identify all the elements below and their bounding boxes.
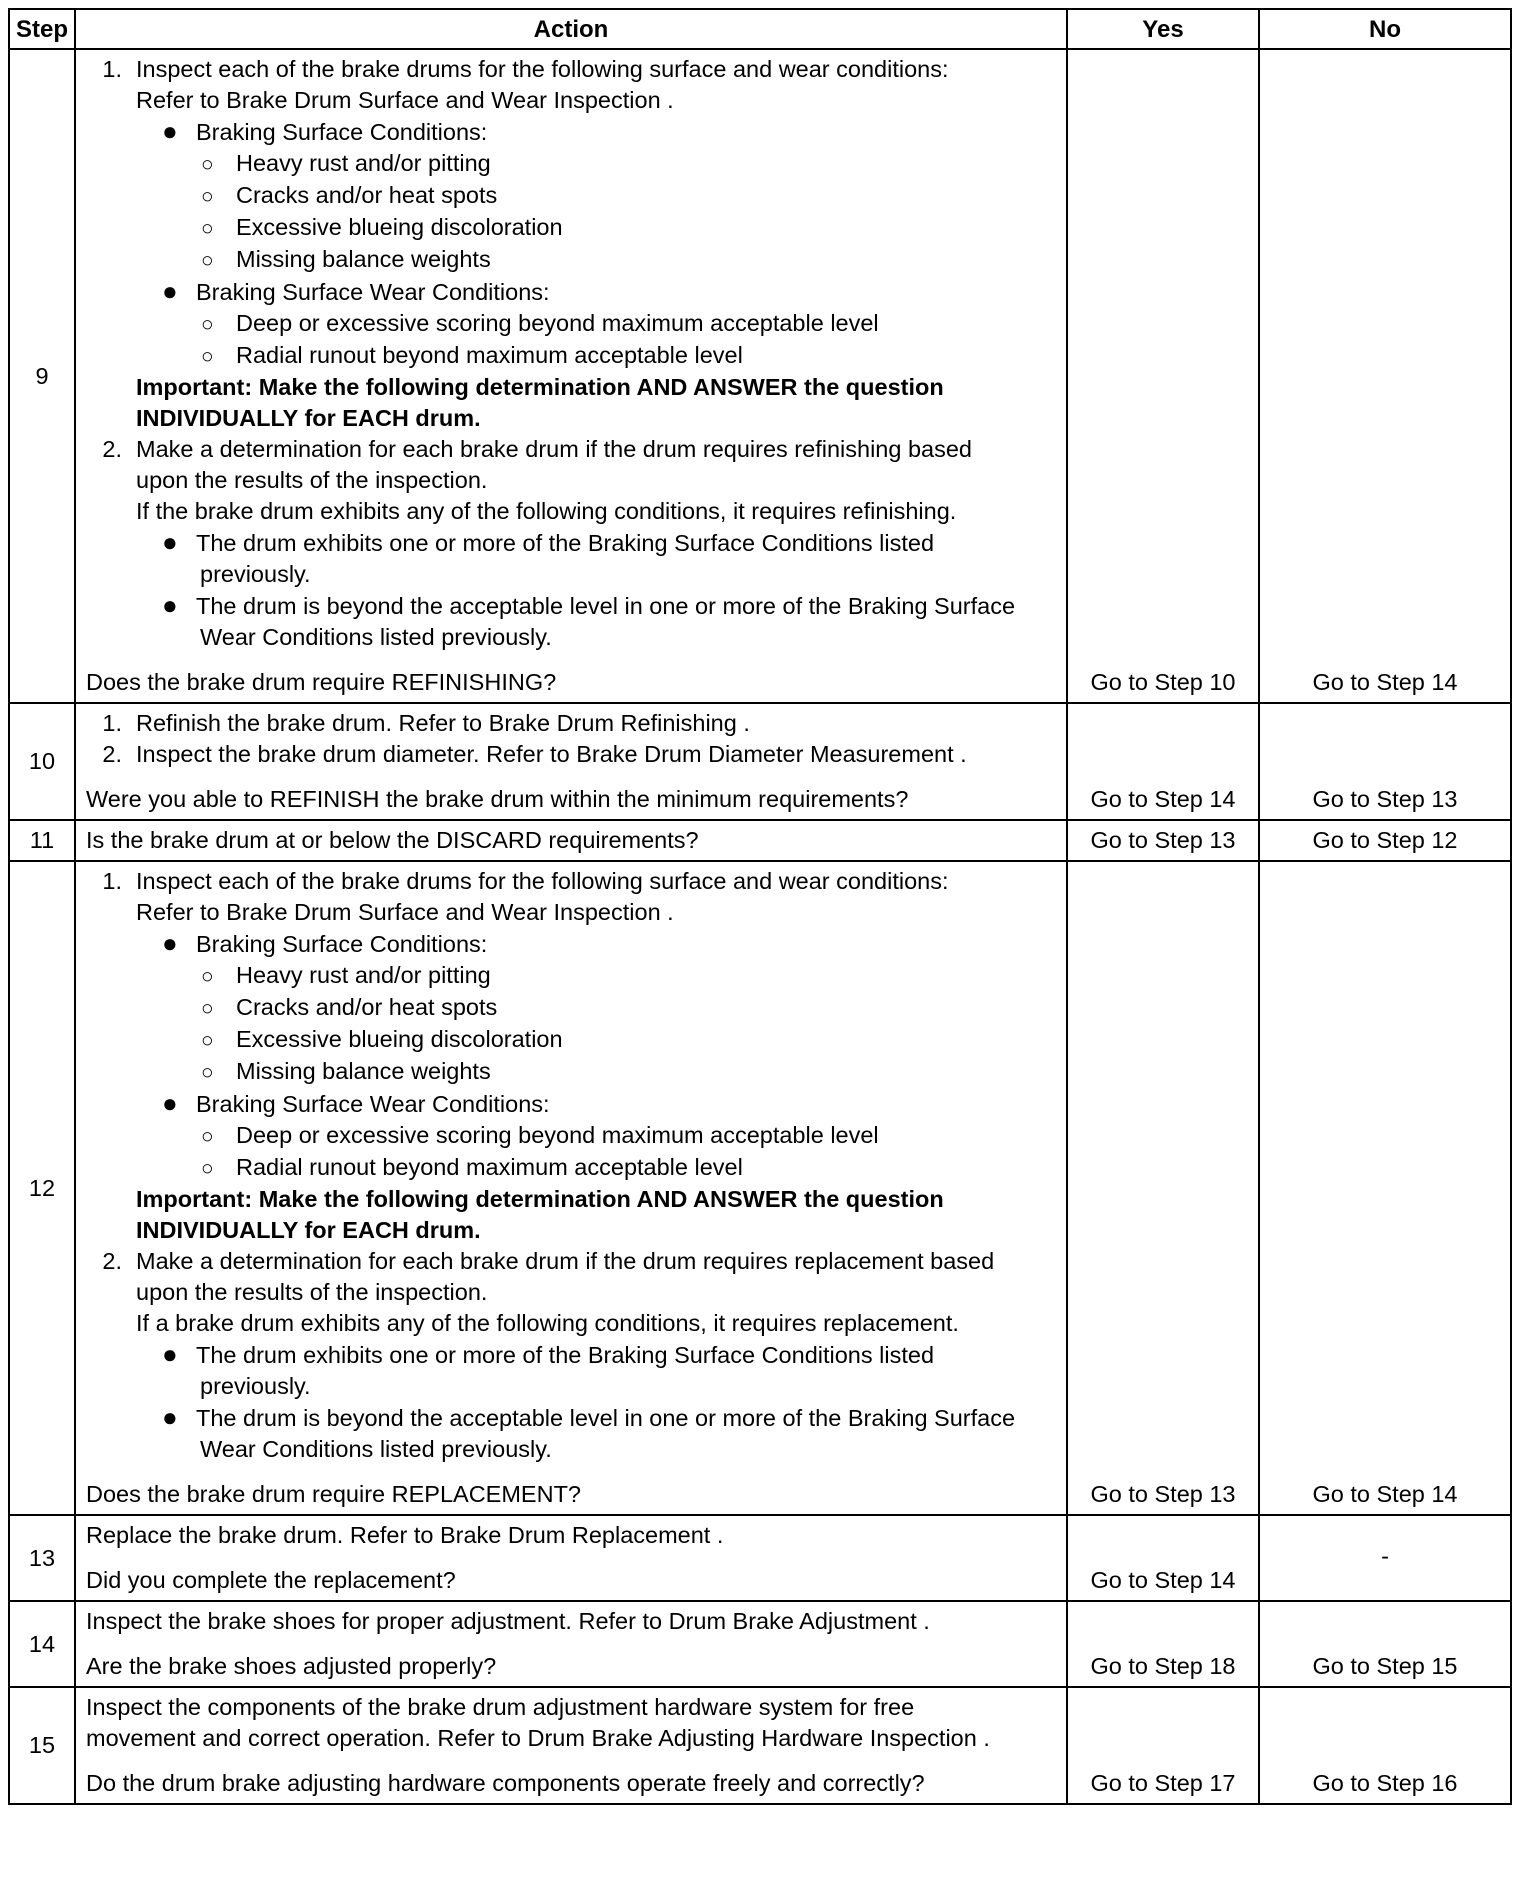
sub-bullet-item [86,1056,1056,1088]
bullet-item [86,527,1056,559]
action-cell [75,49,1067,703]
question-text: Did you complete the replacement? [86,1567,456,1593]
bullet-icon: ● [162,276,178,306]
step-number: 11 [9,820,75,861]
item-text: Deep or excessive scoring beyond maximum acceptable level [236,310,879,336]
circle-bullet-icon: ○ [201,965,214,988]
sub-bullet-item [86,180,1056,212]
important-note: INDIVIDUALLY for EACH drum. [136,405,481,431]
spacer [86,1637,1056,1651]
item-text: Refinish the brake drum. Refer to Brake Drum Refinishing . [136,710,750,736]
bullet-continuation: Wear Conditions listed previously. [200,624,552,650]
action-cell [75,703,1067,820]
numbered-continuation: upon the results of the inspection. [136,467,488,493]
yes-result: Go to Step 17 [1067,1687,1259,1804]
important-note: Important: Make the following determination AND ANSWER the question [136,374,944,400]
item-text: Missing balance weights [236,1058,491,1084]
no-result: Go to Step 14 [1259,49,1511,703]
question-text: Does the brake drum require REPLACEMENT? [86,1481,582,1507]
yes-result: Go to Step 10 [1067,49,1259,703]
item-number: 1. [102,710,122,736]
item-text: Excessive blueing discoloration [236,214,563,240]
item-text: The drum is beyond the acceptable level in one or more of the Braking Surface [196,1405,1016,1431]
no-result: Go to Step 14 [1259,861,1511,1515]
diagnostic-table [8,8,1512,1805]
no-result: Go to Step 12 [1259,820,1511,861]
action-text: Inspect the components of the brake drum adjustment hardware system for free [86,1694,915,1720]
bullet-continuation: previously. [200,561,311,587]
item-text: Deep or excessive scoring beyond maximum acceptable level [236,1122,879,1148]
bullet-icon: ● [162,928,178,958]
action-cell [75,820,1067,861]
numbered-continuation: Refer to Brake Drum Surface and Wear Inspection . [136,87,674,113]
item-number: 1. [102,868,122,894]
step-number: 9 [9,49,75,703]
bullet-icon: ● [162,1088,178,1118]
sub-bullet-item [86,1024,1056,1056]
bullet-icon: ● [162,527,178,557]
spacer [86,1754,1056,1768]
step-number: 12 [9,861,75,1515]
item-number: 2. [102,436,122,462]
circle-bullet-icon: ○ [201,313,214,336]
action-text: Replace the brake drum. Refer to Brake Drum Replacement . [86,1522,724,1548]
item-text: Cracks and/or heat spots [236,182,498,208]
question-text: Do the drum brake adjusting hardware components operate freely and correctly? [86,1770,925,1796]
item-text: Radial runout beyond maximum acceptable level [236,342,743,368]
spacer [86,770,1056,784]
yes-result: Go to Step 14 [1067,703,1259,820]
table-row [9,861,1511,1515]
sub-bullet-item [86,148,1056,180]
bullet-item [86,1402,1056,1434]
yes-result: Go to Step 14 [1067,1515,1259,1601]
item-text: Make a determination for each brake drum if the drum requires replacement based [136,1248,995,1274]
header-yes: Yes [1067,9,1259,49]
table-row [9,1687,1511,1804]
no-result: - [1259,1515,1511,1601]
item-text: Braking Surface Conditions: [196,119,488,145]
important-note: INDIVIDUALLY for EACH drum. [136,1217,481,1243]
bullet-item [86,590,1056,622]
step-number: 15 [9,1687,75,1804]
question-text: Is the brake drum at or below the DISCARD requirements? [86,827,699,853]
bullet-item [86,1088,1056,1120]
item-text: Inspect the brake drum diameter. Refer to Brake Drum Diameter Measurement . [136,741,967,767]
no-result: Go to Step 16 [1259,1687,1511,1804]
bullet-icon: ● [162,590,178,620]
bullet-continuation: previously. [200,1373,311,1399]
no-result: Go to Step 15 [1259,1601,1511,1687]
header-step: Step [9,9,75,49]
sub-bullet-item [86,244,1056,276]
action-cell [75,1601,1067,1687]
action-text: Inspect the brake shoes for proper adjustment. Refer to Drum Brake Adjustment . [86,1608,930,1634]
numbered-item [86,739,1056,770]
item-number: 1. [102,56,122,82]
circle-bullet-icon: ○ [201,1061,214,1084]
step-number: 14 [9,1601,75,1687]
numbered-item [86,708,1056,739]
numbered-item [86,434,1056,465]
bullet-item [86,276,1056,308]
sub-bullet-item [86,212,1056,244]
numbered-continuation: Refer to Brake Drum Surface and Wear Inspection . [136,899,674,925]
numbered-continuation: upon the results of the inspection. [136,1279,488,1305]
action-text: movement and correct operation. Refer to Drum Brake Adjusting Hardware Inspection . [86,1725,990,1751]
item-text: Make a determination for each brake drum if the drum requires refinishing based [136,436,972,462]
circle-bullet-icon: ○ [201,1125,214,1148]
spacer [86,1551,1056,1565]
step-number: 10 [9,703,75,820]
item-text: Braking Surface Conditions: [196,931,488,957]
sub-bullet-item [86,992,1056,1024]
circle-bullet-icon: ○ [201,217,214,240]
numbered-continuation: If the brake drum exhibits any of the following conditions, it requires refinishing. [136,498,957,524]
item-text: Braking Surface Wear Conditions: [196,1091,550,1117]
table-row [9,703,1511,820]
yes-result: Go to Step 13 [1067,861,1259,1515]
question-text: Were you able to REFINISH the brake drum within the minimum requirements? [86,786,909,812]
yes-result: Go to Step 13 [1067,820,1259,861]
circle-bullet-icon: ○ [201,345,214,368]
item-number: 2. [102,741,122,767]
table-header-row [9,9,1511,49]
table-body [9,49,1511,1804]
action-cell [75,1687,1067,1804]
bullet-item [86,1339,1056,1371]
table-row [9,1515,1511,1601]
sub-bullet-item [86,308,1056,340]
circle-bullet-icon: ○ [201,249,214,272]
question-text: Does the brake drum require REFINISHING? [86,669,557,695]
bullet-continuation: Wear Conditions listed previously. [200,1436,552,1462]
sub-bullet-item [86,1120,1056,1152]
header-no: No [1259,9,1511,49]
item-text: The drum exhibits one or more of the Braking Surface Conditions listed [196,530,935,556]
circle-bullet-icon: ○ [201,153,214,176]
table-row [9,820,1511,861]
table-row [9,49,1511,703]
item-text: Radial runout beyond maximum acceptable level [236,1154,743,1180]
circle-bullet-icon: ○ [201,997,214,1020]
item-text: Cracks and/or heat spots [236,994,498,1020]
bullet-icon: ● [162,1402,178,1432]
question-text: Are the brake shoes adjusted properly? [86,1653,497,1679]
action-cell [75,1515,1067,1601]
circle-bullet-icon: ○ [201,185,214,208]
numbered-continuation: If a brake drum exhibits any of the following conditions, it requires replacement. [136,1310,959,1336]
item-text: The drum exhibits one or more of the Braking Surface Conditions listed [196,1342,935,1368]
spacer [86,1465,1056,1479]
important-note: Important: Make the following determination AND ANSWER the question [136,1186,944,1212]
numbered-item [86,54,1056,85]
item-text: Heavy rust and/or pitting [236,962,491,988]
sub-bullet-item [86,960,1056,992]
bullet-icon: ● [162,1339,178,1369]
step-number: 13 [9,1515,75,1601]
item-text: Inspect each of the brake drums for the following surface and wear conditions: [136,868,949,894]
header-action: Action [75,9,1067,49]
numbered-item [86,1246,1056,1277]
item-number: 2. [102,1248,122,1274]
item-text: Heavy rust and/or pitting [236,150,491,176]
circle-bullet-icon: ○ [201,1029,214,1052]
no-result: Go to Step 13 [1259,703,1511,820]
bullet-item [86,116,1056,148]
item-text: Braking Surface Wear Conditions: [196,279,550,305]
table-row [9,1601,1511,1687]
spacer [86,653,1056,667]
action-cell [75,861,1067,1515]
sub-bullet-item [86,1152,1056,1184]
item-text: Inspect each of the brake drums for the following surface and wear conditions: [136,56,949,82]
item-text: Excessive blueing discoloration [236,1026,563,1052]
numbered-item [86,866,1056,897]
item-text: Missing balance weights [236,246,491,272]
item-text: The drum is beyond the acceptable level in one or more of the Braking Surface [196,593,1016,619]
sub-bullet-item [86,340,1056,372]
yes-result: Go to Step 18 [1067,1601,1259,1687]
bullet-item [86,928,1056,960]
bullet-icon: ● [162,116,178,146]
circle-bullet-icon: ○ [201,1157,214,1180]
